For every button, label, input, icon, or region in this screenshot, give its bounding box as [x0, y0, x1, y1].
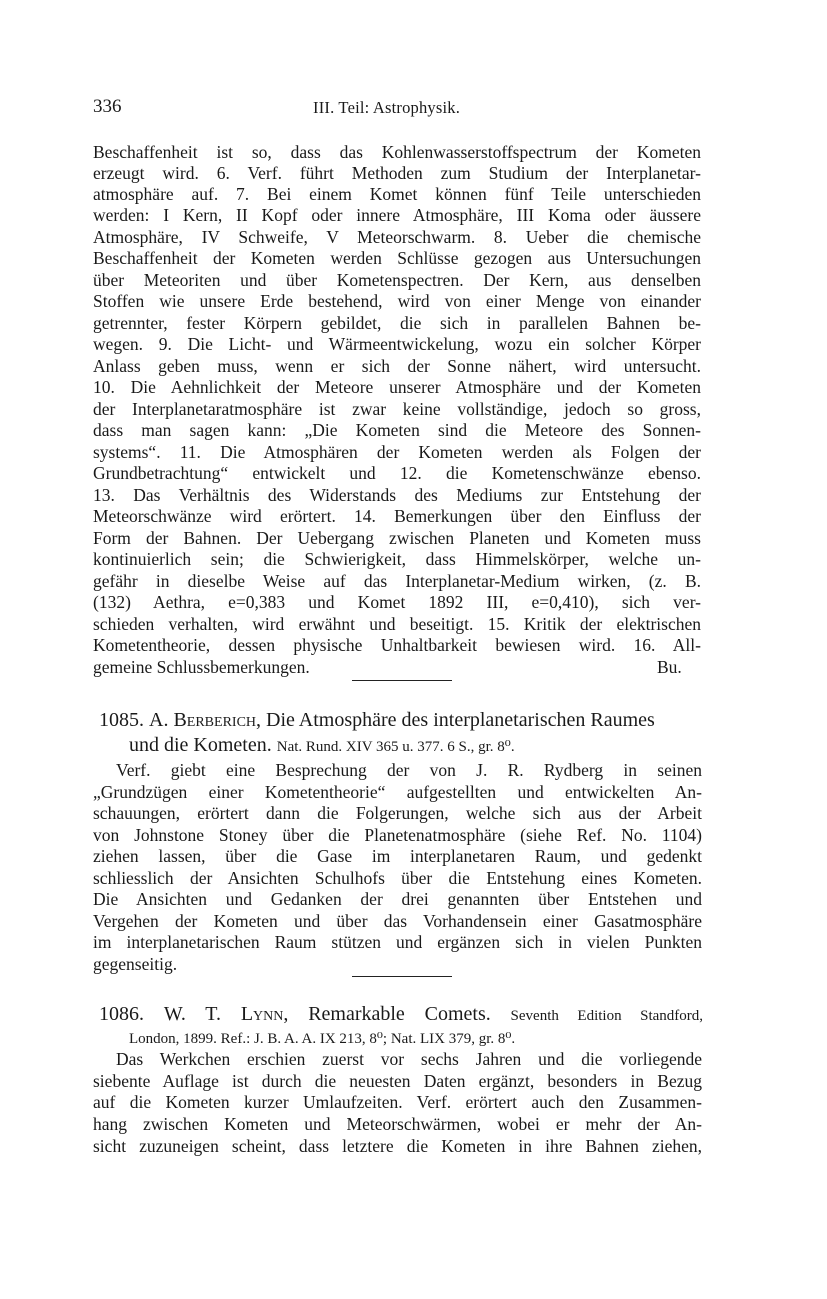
text-line: schieden verhalten, wird erwähnt und beseitigt. 15. Kritik der elektrischen: [93, 614, 701, 634]
text-line: Grundbetrachtung“ entwickelt und 12. die Kometenschwänze ebenso.: [93, 463, 701, 483]
text-line: Anlass geben muss, wenn er sich der Sonne nähert, wird untersucht.: [93, 356, 701, 376]
text-line: über Meteoriten und über Kometenspectren. Der Kern, aus denselben: [93, 270, 701, 290]
entry-citation: Seventh Edition Standford,: [510, 1008, 703, 1024]
entry-number: 1085.: [99, 709, 144, 731]
text-line: getrennter, fester Körpern gebildet, die sich in parallelen Bahnen be-: [93, 313, 701, 333]
text-line: 13. Das Verhältnis des Widerstands des Mediums zur Entstehung der: [93, 485, 701, 505]
text-line: werden: I Kern, II Kopf oder innere Atmosphäre, III Koma oder äussere: [93, 205, 701, 225]
entry-citation-cont: London, 1899. Ref.: J. B. A. A. IX 213, 8⁰; Nat. LIX 379, gr. 8⁰.: [129, 1031, 516, 1047]
entry-title: Die Atmosphäre des interplanetarischen Raumes: [266, 709, 655, 731]
text-line: Stoffen wie unsere Erde bestehend, wird von einer Menge von einander: [93, 291, 701, 311]
text-line: auf die Kometen kurzer Umlaufzeiten. Verf. erörtert auch den Zusammen-: [93, 1092, 702, 1112]
text-line: 10. Die Aehnlichkeit der Meteore unserer Atmosphäre und der Kometen: [93, 377, 701, 397]
text-line: Das Werkchen erschien zuerst vor sechs Jahren und die vorliegende: [116, 1049, 702, 1069]
text-line: dass man sagen kann: „Die Kometen sind die Meteore des Sonnen-: [93, 420, 701, 440]
text-line: Beschaffenheit ist so, dass das Kohlenwasserstoffspectrum der Kometen: [93, 142, 701, 162]
text-line: systems“. 11. Die Atmosphären der Kometen werden als Folgen der: [93, 442, 701, 462]
text-line: siebente Auflage ist durch die neuesten Daten ergänzt, besonders in Bezug: [93, 1071, 702, 1091]
text-line: gegenseitig.: [93, 954, 178, 974]
entry-number: 1086.: [99, 1003, 144, 1025]
entry-author: W. T. Lynn,: [163, 1003, 289, 1025]
text-line: „Grundzügen einer Kometentheorie“ aufgestellten und entwickelten An-: [93, 782, 702, 802]
text-line: Atmosphäre, IV Schweife, V Meteorschwarm. 8. Ueber die chemische: [93, 227, 701, 247]
text-line: Kometentheorie, dessen physische Unhaltbarkeit bewiesen wird. 16. All-: [93, 635, 701, 655]
section-rule: [352, 976, 452, 977]
text-line: schliesslich der Ansichten Schulhofs über die Entstehung eines Kometen.: [93, 868, 702, 888]
entry-author: A. Berberich,: [149, 709, 262, 731]
section-rule: [352, 680, 452, 681]
page-number: 336: [93, 96, 122, 117]
entry-heading-line: [129, 733, 689, 757]
reviewer-signature: Bu.: [657, 657, 682, 677]
text-line: von Johnstone Stoney über die Planetenatmosphäre (siehe Ref. No. 1104): [93, 825, 702, 845]
entry-heading-line: [99, 1002, 703, 1026]
text-line: Verf. giebt eine Besprechung der von J. R. Rydberg in seinen: [116, 760, 702, 780]
text-line: kontinuierlich sein; die Schwierigkeit, dass Himmelskörper, welche un-: [93, 549, 701, 569]
entry-citation: Nat. Rund. XIV 365 u. 377. 6 S., gr. 8⁰.: [276, 739, 515, 755]
text-line: der Interplanetaratmosphäre ist zwar keine vollständige, jedoch so gross,: [93, 399, 701, 419]
text-line: gemeine Schlussbemerkungen.: [93, 657, 310, 677]
text-line: ziehen lassen, über die Gase im interplanetaren Raum, und gedenkt: [93, 846, 702, 866]
text-line: Die Ansichten und Gedanken der drei genannten über Entstehen und: [93, 889, 702, 909]
text-line: (132) Aethra, e=0,383 und Komet 1892 III, e=0,410), sich ver-: [93, 592, 701, 612]
entry-title-cont: und die Kometen.: [129, 734, 272, 756]
text-line: im interplanetarischen Raum stützen und ergänzen sich in vielen Punkten: [93, 932, 702, 952]
text-line: erzeugt wird. 6. Verf. führt Methoden zum Studium der Interplanetar-: [93, 163, 701, 183]
text-line: atmosphäre auf. 7. Bei einem Komet können fünf Teile unterschieden: [93, 184, 701, 204]
page-header: [0, 96, 827, 124]
text-line: sicht zuzuneigen scheint, dass letztere die Kometen in ihre Bahnen ziehen,: [93, 1136, 702, 1156]
text-line: Vergehen der Kometen und über das Vorhandensein einer Gasatmosphäre: [93, 911, 702, 931]
text-line: schauungen, erörtert dann die Folgerungen, welche sich aus der Arbeit: [93, 803, 702, 823]
entry-heading-line: [99, 708, 709, 732]
entry-heading-line: [129, 1026, 669, 1048]
running-head: III. Teil: Astrophysik.: [313, 98, 461, 117]
text-line: Form der Bahnen. Der Uebergang zwischen Planeten und Kometen muss: [93, 528, 701, 548]
text-line: wegen. 9. Die Licht- und Wärmeentwickelung, wozu ein solcher Körper: [93, 334, 701, 354]
text-line: hang zwischen Kometen und Meteorschwärmen, wobei er mehr der An-: [93, 1114, 702, 1134]
text-line: Meteorschwänze wird erörtert. 14. Bemerkungen über den Einfluss der: [93, 506, 701, 526]
text-line: Beschaffenheit der Kometen werden Schlüsse gezogen aus Untersuchungen: [93, 248, 701, 268]
text-line: gefähr in dieselbe Weise auf das Interplanetar-Medium wirken, (z. B.: [93, 571, 701, 591]
entry-title: Remarkable Comets.: [308, 1003, 491, 1025]
